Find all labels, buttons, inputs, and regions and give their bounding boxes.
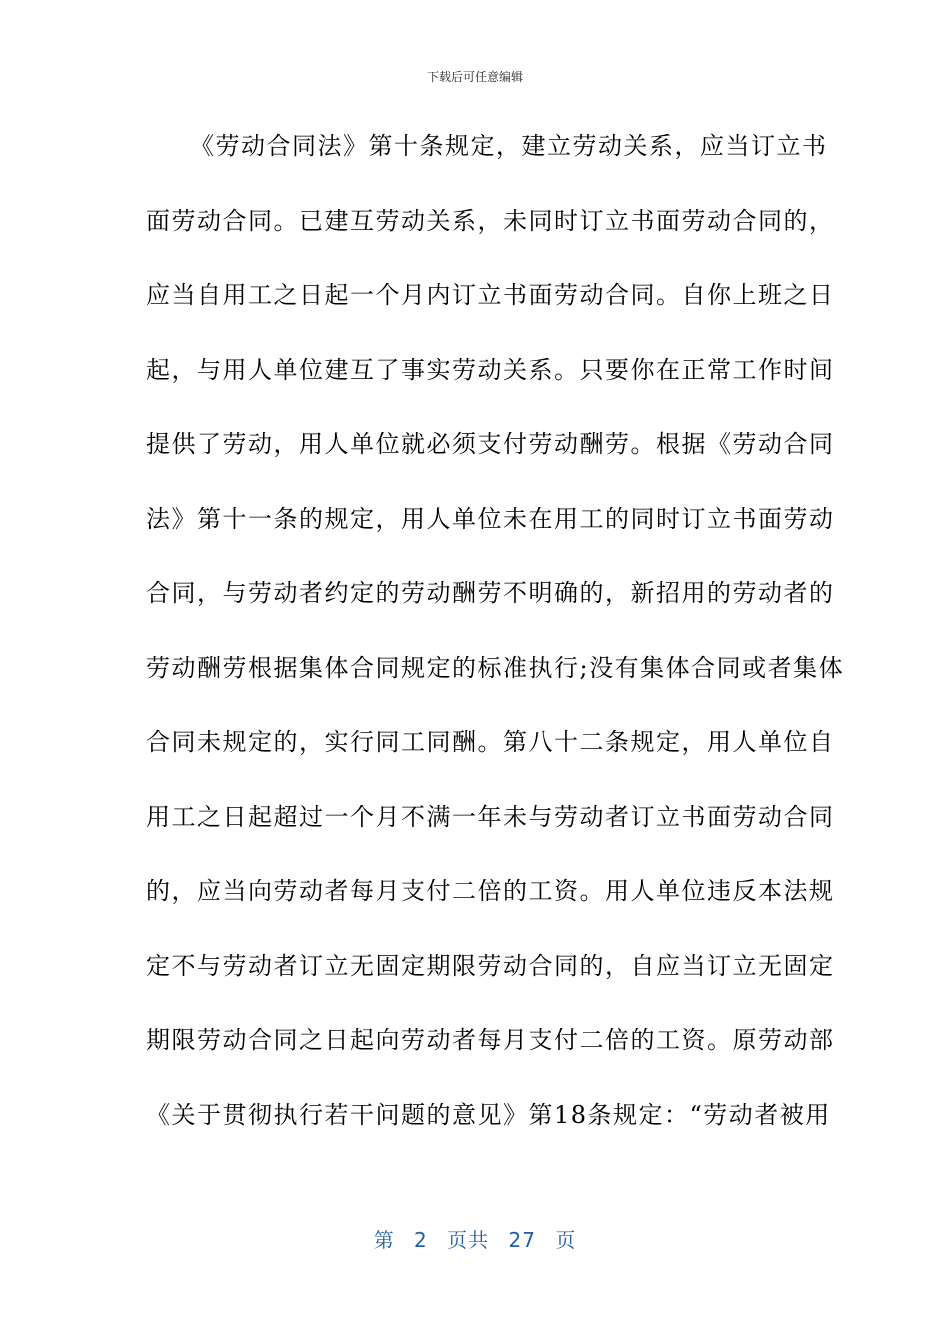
text-line: 面劳动合同。已建互劳动关系，未同时订立书面劳动合同的， bbox=[146, 206, 835, 235]
text-line: 的，应当向劳动者每月支付二倍的工资。用人单位违反本法规 bbox=[146, 877, 835, 905]
page-label-middle: 页共 bbox=[447, 1228, 490, 1252]
page-label-prefix: 第 bbox=[373, 1228, 395, 1252]
text-line: 定不与劳动者订立无固定期限劳动合同的，自应当订立无固定 bbox=[146, 951, 835, 980]
text-line: 起，与用人单位建互了事实劳动关系。只要你在正常工作时间 bbox=[146, 355, 835, 384]
text-line: 合同未规定的，实行同工同酬。第八十二条规定，用人单位自 bbox=[146, 728, 835, 756]
text-line: 应当自用工之日起一个月内订立书面劳动合同。自你上班之日 bbox=[146, 281, 835, 309]
body-text bbox=[146, 126, 845, 1169]
page-header: 下载后可任意编辑 bbox=[426, 70, 523, 84]
page-number-total: 27 bbox=[508, 1228, 536, 1252]
text-line: 《关于贯彻执行若干问题的意见》第18条规定：“劳动者被用 bbox=[146, 1100, 831, 1129]
page-footer bbox=[0, 1224, 950, 1253]
text-line: 期限劳动合同之日起向劳动者每月支付二倍的工资。原劳动部 bbox=[146, 1026, 835, 1054]
text-line: 法》第十一条的规定，用人单位未在用工的同时订立书面劳动 bbox=[146, 504, 835, 533]
text-line: 劳动酬劳根据集体合同规定的标准执行;没有集体合同或者集体 bbox=[146, 653, 845, 682]
text-line: 《劳动合同法》第十条规定，建立劳动关系，应当订立书 bbox=[190, 132, 828, 160]
text-line: 提供了劳动，用人单位就必须支付劳动酬劳。根据《劳动合同 bbox=[146, 430, 835, 458]
page-number-current: 2 bbox=[414, 1228, 428, 1252]
text-line: 合同，与劳动者约定的劳动酬劳不明确的，新招用的劳动者的 bbox=[146, 579, 835, 607]
page-label-suffix: 页 bbox=[555, 1228, 577, 1252]
text-line: 用工之日起超过一个月不满一年未与劳动者订立书面劳动合同 bbox=[146, 802, 835, 831]
